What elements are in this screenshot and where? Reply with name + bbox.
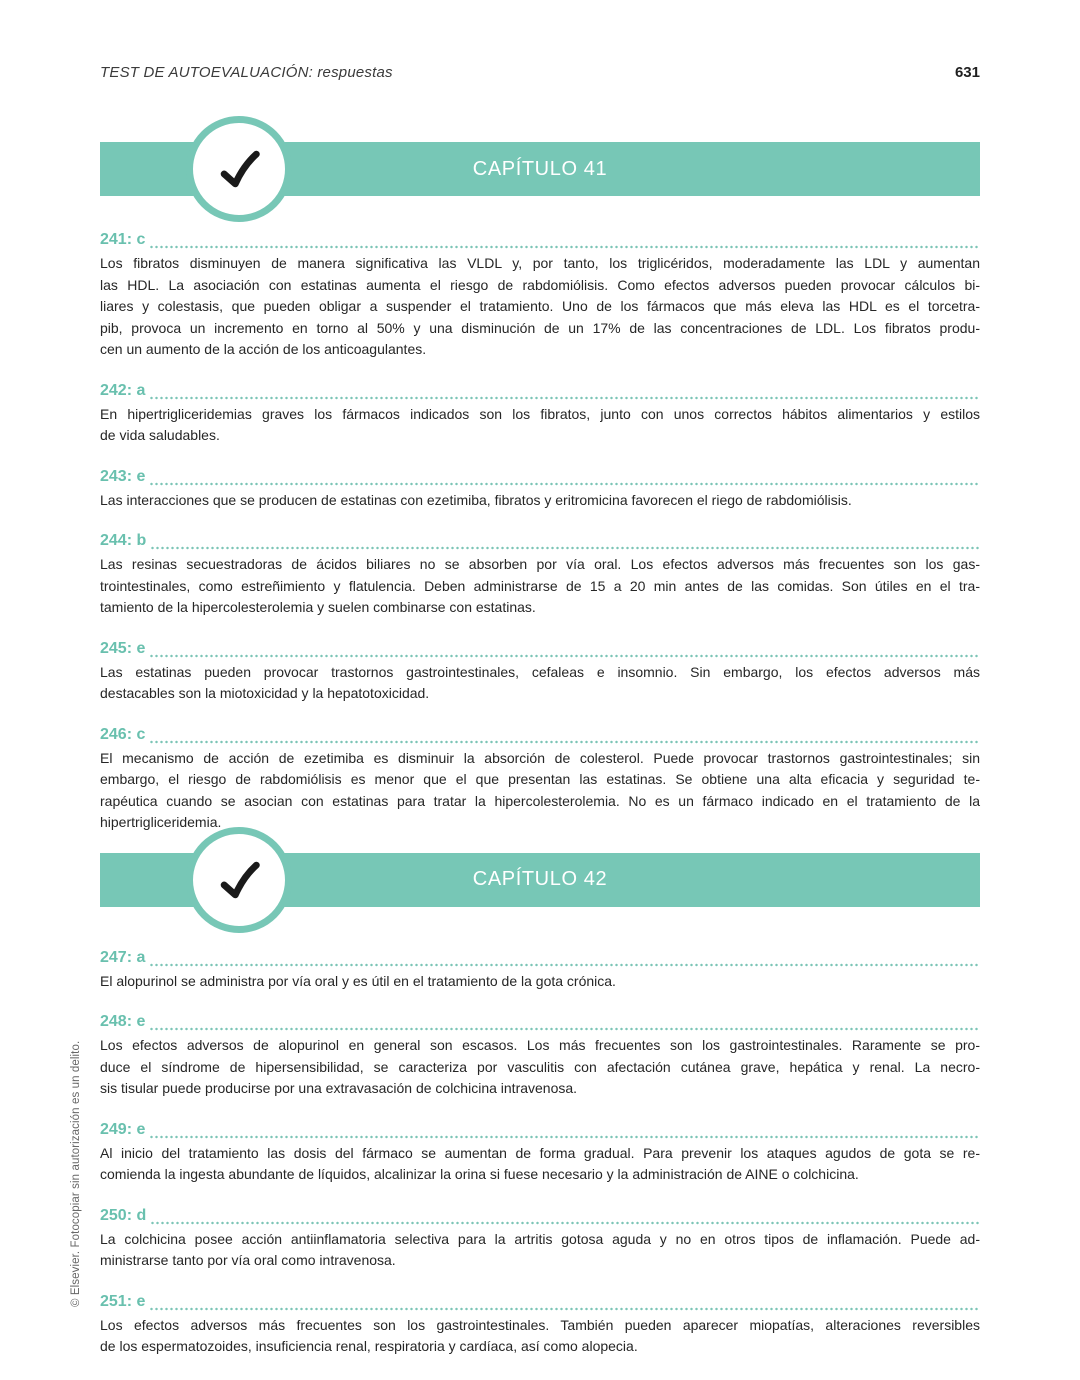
answer-number: 243: e [100, 467, 146, 485]
running-head [100, 64, 980, 81]
dotted-leader [149, 726, 980, 744]
answer-block-246 [100, 724, 980, 834]
answer-header [100, 380, 980, 400]
answer-number: 244: b [100, 532, 147, 549]
chapter-title: CAPÍTULO 41 [472, 157, 608, 180]
answer-number: 250: d [100, 1206, 147, 1224]
chapter-banner-41 [100, 142, 980, 196]
chapter-banner-42 [100, 853, 980, 907]
answer-block-243 [100, 466, 980, 512]
dotted-leader [150, 532, 980, 550]
dotted-leader [150, 1207, 980, 1225]
answer-block-247 [100, 947, 980, 993]
copyright-notice: © Elsevier. Fotocopiar sin autorización es un delito. [70, 1040, 82, 1307]
dotted-leader [149, 231, 980, 249]
running-head-title: TEST DE AUTOEVALUACIÓN: respuestas [100, 64, 393, 81]
page-number: 631 [954, 64, 980, 81]
answer-text: La colchicina posee acción antiinflamatoria selectiva para la artritis gotosa aguda y no en otros tipos de inflamación. Puede ad- ministrarse tanto por vía oral como intravenosa. [100, 1230, 980, 1268]
dotted-leader [149, 640, 980, 658]
answer-block-249 [100, 1119, 980, 1186]
answer-text: Los efectos adversos de alopurinol en general son escasos. Los más frecuentes son los gastrointestinales. Raramente se pro- duce el síndrome de hipersensibilidad, se caracteriza por vasculitis con afectación cutánea grave, hepática y renal. La necro- sis tisular puede producirse por una extravasación de colchicina intravenosa. [100, 1037, 980, 1096]
answer-text: Las estatinas pueden provocar trastornos gastrointestinales, cefaleas e insomnio. Sin embargo, los efectos adversos más destacables son la miotoxicidad y la hepatotoxicidad. [100, 663, 980, 701]
answer-number: 249: e [100, 1120, 146, 1138]
answer-text: Los efectos adversos más frecuentes son los gastrointestinales. También pueden aparecer miopatías, alteraciones reversibles de los espermatozoides, insuficiencia renal, respiratoria y cardíaca, así como alopecia. [100, 1316, 980, 1354]
answer-header [100, 466, 980, 486]
answer-text: Las interacciones que se producen de estatinas con ezetimiba, fibratos y eritromicina favorecen el riego de rabdomiólisis. [100, 491, 852, 508]
answer-number: 242: a [100, 381, 146, 399]
answer-block-248 [100, 1011, 980, 1100]
answer-number: 247: a [100, 948, 146, 966]
answer-number: 251: e [100, 1292, 146, 1310]
answer-text: Al inicio del tratamiento las dosis del fármaco se aumentan de forma gradual. Para prevenir los ataques agudos de gota se re- comienda la ingesta abundante de líquidos, alcalinizar la orina si fuese necesario y la administración de AINE o colchicina. [100, 1144, 980, 1182]
answer-number: 245: e [100, 639, 146, 657]
checkmark-badge [186, 116, 292, 222]
answer-header [100, 530, 980, 550]
answer-text: Las resinas secuestradoras de ácidos biliares no se absorben por vía oral. Los efectos adversos más frecuentes son los gas- trointestinales, como estreñimiento y flatulencia. Deben administrarse de 15 a 20 min antes de las comidas. Son útiles en el tra- tamiento de la hipercolesterolemia y suelen combinarse con estatinas. [100, 556, 980, 615]
answer-text: El mecanismo de acción de ezetimiba es disminuir la absorción de colesterol. Puede provocar trastornos gastrointestinales; sin embargo, el riesgo de rabdomiólisis es menor que el que presentan las estatinas. Se obtiene una alta eficacia y seguridad te- rapéutica cuando se asocian con estatinas para tratar la hipercolesterolemia. No es un fármaco indicado en el tratamiento de la hipertrigliceridemia. [100, 749, 980, 830]
answer-header [100, 1011, 980, 1031]
dotted-leader [149, 468, 980, 486]
dotted-leader [149, 1013, 980, 1031]
answer-block-244 [100, 530, 980, 619]
answer-header [100, 638, 980, 658]
answer-number: 241: c [100, 231, 146, 248]
answer-text: En hipertrigliceridemias graves los fármacos indicados son los fibratos, junto con unos correctos hábitos alimentarios y estilos de vida saludables. [100, 405, 980, 443]
checkmark-icon [208, 849, 270, 911]
answer-header [100, 947, 980, 967]
checkmark-icon [208, 138, 270, 200]
answer-header [100, 1205, 980, 1225]
answer-header [100, 229, 980, 249]
answer-block-250 [100, 1205, 980, 1272]
answer-header [100, 1291, 980, 1311]
answer-number: 246: c [100, 725, 146, 743]
answer-text: El alopurinol se administra por vía oral y es útil en el tratamiento de la gota crónica. [100, 972, 616, 989]
dotted-leader [149, 1121, 980, 1139]
answer-number: 248: e [100, 1013, 146, 1030]
dotted-leader [149, 949, 980, 967]
answer-text: Los fibratos disminuyen de manera significativa las VLDL y, por tanto, los triglicéridos, moderadamente las LDL y aumentan las HDL. La asociación con estatinas aumenta el riesgo de rabdomiólisis. Como efectos adversos pueden provocar cálculos bi- liares y colestasis, que pueden obligar a suspender el tratamiento. Uno de los fármacos que más eleva las HDL es el torcetra- pib, provoca un incremento en torno al 50% y una disminución de un 17% de las concentraciones de LDL. Los fibratos produ- cen un aumento de la acción de los anticoagulantes. [100, 255, 980, 357]
dotted-leader [149, 382, 980, 400]
answer-block-251 [100, 1291, 980, 1358]
checkmark-badge [186, 827, 292, 933]
answer-header [100, 1119, 980, 1139]
answer-block-245 [100, 638, 980, 705]
answer-block-241 [100, 229, 980, 361]
chapter-title: CAPÍTULO 42 [472, 868, 608, 890]
answer-header [100, 724, 980, 744]
dotted-leader [149, 1293, 980, 1311]
answer-block-242 [100, 380, 980, 447]
